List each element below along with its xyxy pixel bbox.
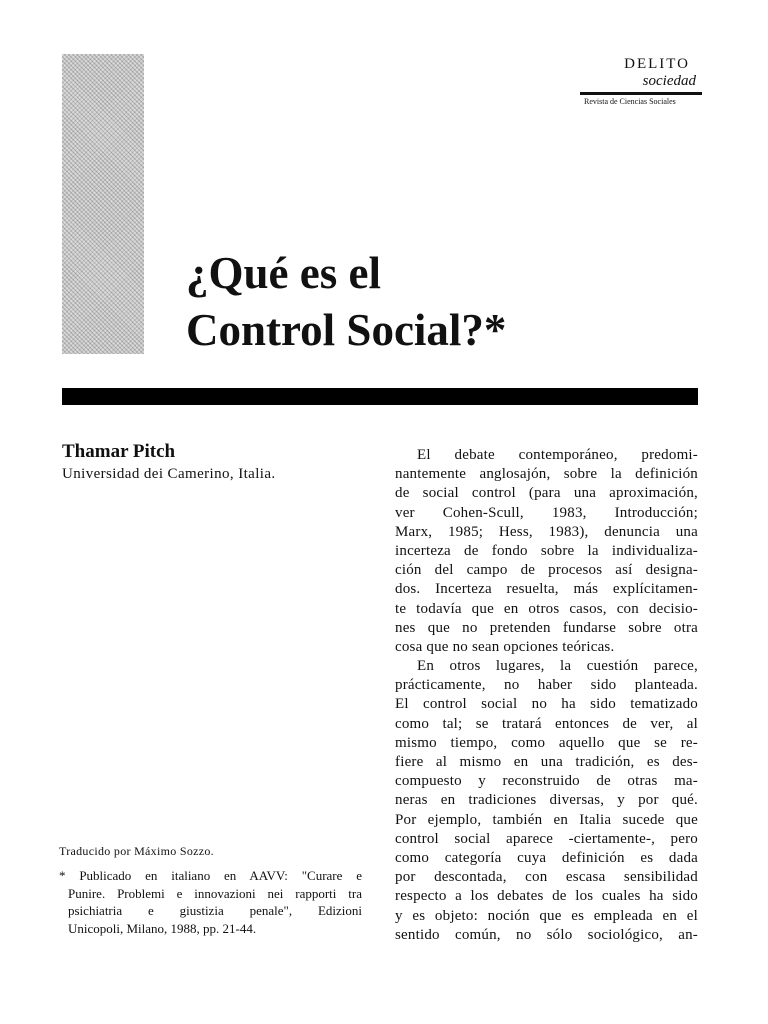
- journal-subtitle: Revista de Ciencias Sociales: [584, 97, 676, 106]
- journal-name-delito: DELITO: [624, 56, 690, 72]
- body-line: neras en tradiciones diversas, y por qué.: [395, 792, 698, 809]
- body-line: mismo tiempo, como aquello que se re-: [395, 734, 698, 751]
- footnote-line: Unicopoli, Milano, 1988, pp. 21-44.: [68, 920, 257, 936]
- article-body: [395, 446, 698, 945]
- body-line: dos. Incerteza resuelta, más explícitamen-: [395, 581, 698, 598]
- body-line: por descontada, con escasa sensibilidad: [395, 869, 698, 886]
- body-line: incerteza de fondo sobre la individualiza-: [395, 542, 698, 559]
- title-divider-bar: [62, 388, 698, 405]
- journal-logo-rule: [580, 92, 702, 95]
- author-name: Thamar Pitch: [62, 441, 176, 462]
- journal-logo: [580, 56, 702, 116]
- body-line: nantemente anglosajón, sobre la definición: [395, 466, 698, 483]
- body-line: ver Cohen-Scull, 1983, Introducción;: [395, 504, 698, 521]
- body-line: te todavía que en otros casos, con decisio-: [395, 600, 698, 617]
- translator-note: Traducido por Máximo Sozzo.: [59, 844, 214, 858]
- body-line: cosa que no sean opciones teóricas.: [395, 638, 615, 655]
- body-line: ción del campo de procesos así designa-: [395, 562, 698, 579]
- body-line: compuesto y reconstruido de otras ma-: [395, 773, 698, 790]
- article-title: [186, 245, 506, 359]
- body-line: sentido común, no sólo sociológico, an-: [395, 926, 698, 943]
- body-line: prácticamente, no haber sido planteada.: [395, 677, 698, 694]
- body-line: Por ejemplo, también en Italia sucede que: [395, 811, 698, 828]
- body-line: En otros lugares, la cuestión parece,: [417, 658, 698, 675]
- body-line: Marx, 1985; Hess, 1983), denuncia una: [395, 523, 698, 540]
- publication-footnote: [59, 867, 362, 937]
- decorative-gray-block: [62, 54, 144, 354]
- body-line: fiere al mismo en una tradición, es des-: [395, 754, 698, 770]
- body-line: como tal; se tratará entonces de ver, al: [395, 715, 698, 732]
- body-line: control social aparece -ciertamente-, pero: [395, 830, 698, 847]
- footnote-line: Punire. Problemi e innovazioni nei rapporti tra: [68, 885, 362, 901]
- footnote-line: psichiatria e giustizia penale", Edizioni: [68, 903, 362, 918]
- body-line: respecto a los debates de los cuales ha sido: [395, 888, 698, 905]
- author-affiliation: Universidad dei Camerino, Italia.: [62, 466, 276, 482]
- body-line: como categoría cuya definición es dada: [395, 849, 698, 866]
- journal-name-sociedad: sociedad: [642, 73, 696, 89]
- article-title-line-1: ¿Qué es el: [186, 248, 381, 298]
- footnote-line: * Publicado en italiano en AAVV: "Curare e: [59, 868, 362, 883]
- body-line: de social control (para una aproximación,: [395, 485, 698, 502]
- body-line: El debate contemporáneo, predomi-: [417, 447, 698, 463]
- body-line: nes que no pretenden fundarse sobre otra: [395, 619, 698, 636]
- body-line: y es objeto: noción que es empleada en el: [395, 907, 698, 924]
- article-title-line-2: Control Social?*: [186, 305, 507, 355]
- body-line: El control social no ha sido tematizado: [395, 696, 698, 713]
